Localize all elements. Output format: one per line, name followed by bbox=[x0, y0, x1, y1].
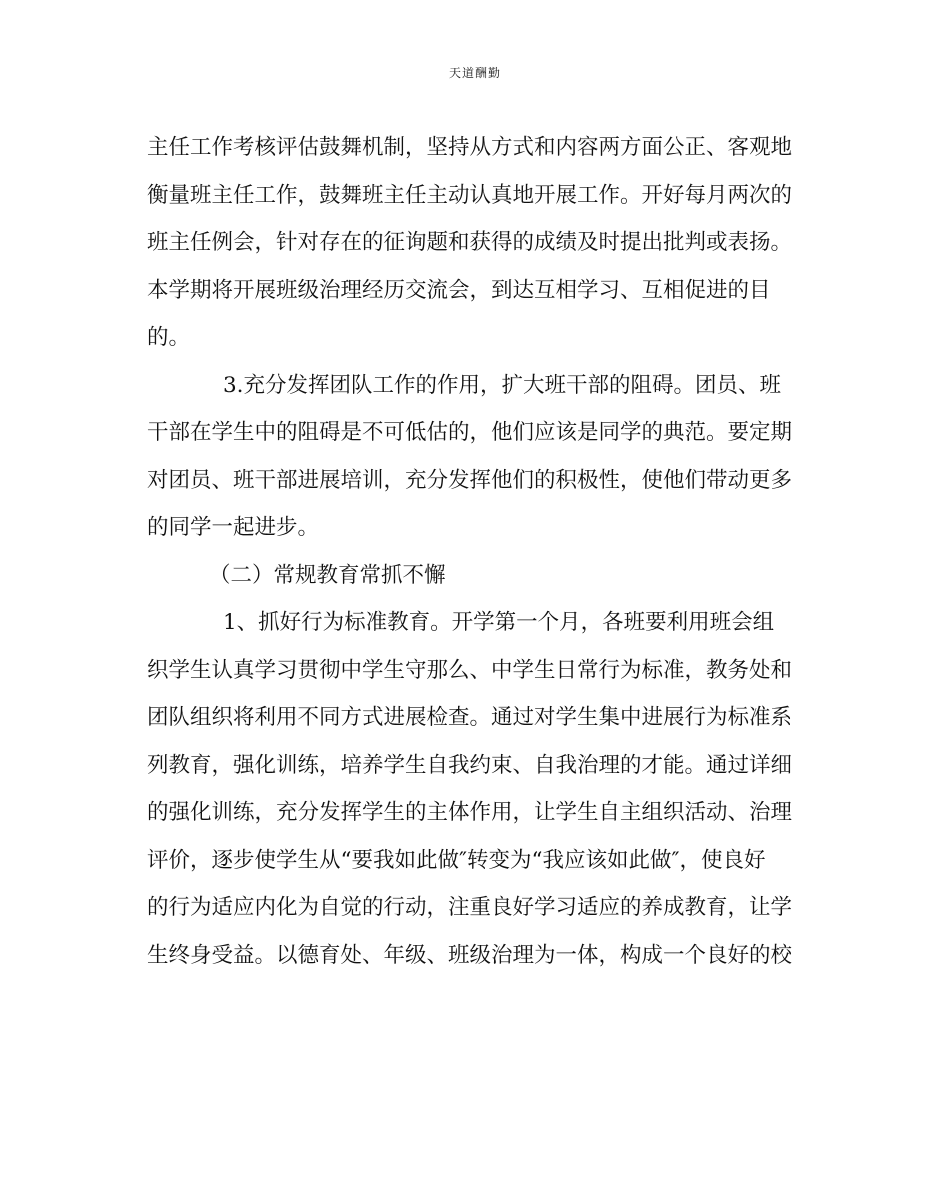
paragraph-line: 1、抓好行为标准教育。开学第一个月，各班要利用班会组 bbox=[223, 610, 775, 635]
paragraph-line: 对团员、班干部进展培训，充分发挥他们的积极性，使他们带动更多 bbox=[147, 467, 793, 493]
page-header: 天道酬勤 bbox=[448, 66, 501, 80]
paragraph-line: 的强化训练，充分发挥学生的主体作用，让学生自主组织活动、治理 bbox=[147, 800, 793, 825]
paragraph-line: 评价，逐步使学生从“要我如此做″转变为“我应该如此做″，使良好 bbox=[147, 847, 766, 873]
paragraph-line: 的行为适应内化为自觉的行动，注重良好学习适应的养成教育，让学 bbox=[147, 895, 793, 920]
paragraph-line: 的。 bbox=[147, 325, 191, 350]
paragraph-line: 生终身受益。以德育处、年级、班级治理为一体，构成一个良好的校 bbox=[147, 942, 793, 968]
paragraph-line: 的同学一起进步。 bbox=[147, 515, 320, 540]
paragraph-line: 本学期将开展班级治理经历交流会，到达互相学习、互相促进的目 bbox=[147, 277, 771, 303]
section-heading: （二）常规教育常抓不懈 bbox=[209, 562, 446, 588]
paragraph-line: 主任工作考核评估鼓舞机制，坚持从方式和内容两方面公正、客观地 bbox=[147, 135, 793, 160]
paragraph-line: 衡量班主任工作，鼓舞班主任主动认真地开展工作。开好每月两次的 bbox=[147, 182, 793, 208]
paragraph-line: 干部在学生中的阻碍是不可低估的，他们应该是同学的典范。要定期 bbox=[147, 420, 793, 445]
paragraph-line: 织学生认真学习贯彻中学生守那么、中学生日常行为标准，教务处和 bbox=[147, 657, 793, 683]
document-body bbox=[147, 124, 803, 979]
paragraph-line: 班主任例会，针对存在的征询题和获得的成绩及时提出批判或表扬。 bbox=[147, 230, 793, 255]
paragraph-line: 列教育，强化训练，培养学生自我约束、自我治理的才能。通过详细 bbox=[147, 752, 793, 778]
paragraph-line: 3.充分发挥团队工作的作用，扩大班干部的阻碍。团员、班 bbox=[223, 372, 782, 398]
paragraph-line: 团队组织将利用不同方式进展检查。通过对学生集中进展行为标准系 bbox=[147, 705, 793, 730]
